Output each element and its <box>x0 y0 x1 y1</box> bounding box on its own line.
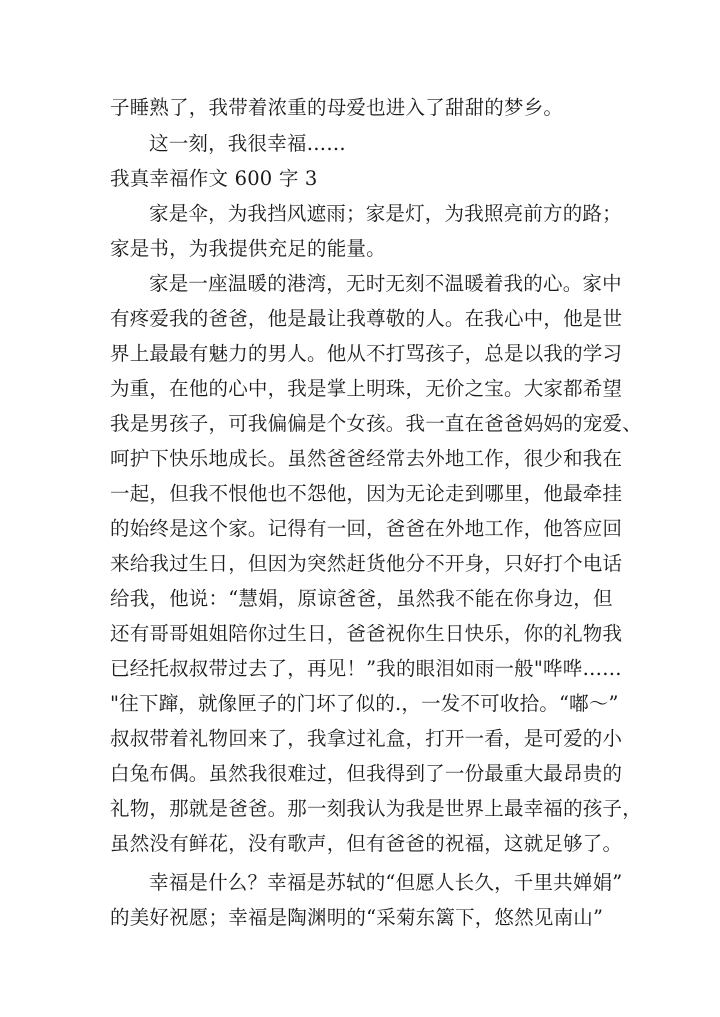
text-line: 来给我过生日，但因为突然赶货他分不开身，只好打个电话 <box>110 552 623 575</box>
text-line: 有疼爱我的爸爸，他是最让我尊敬的人。在我心中，他是世 <box>110 307 623 330</box>
text-line: 呵护下快乐地成长。虽然爸爸经常去外地工作，很少和我在 <box>110 447 623 470</box>
text-line: 的美好祝愿；幸福是陶渊明的“采菊东篱下，悠然见南山” <box>110 906 604 929</box>
text-line: 子睡熟了，我带着浓重的母爱也进入了甜甜的梦乡。 <box>110 96 564 119</box>
text-line: 我是男孩子，可我偏偏是个女孩。我一直在爸爸妈妈的宠爱、 <box>110 412 642 435</box>
text-line: 幸福是什么？幸福是苏轼的“但愿人长久，千里共婵娟” <box>149 871 623 894</box>
text-line: 虽然没有鲜花，没有歌声，但有爸爸的祝福，这就足够了。 <box>110 832 623 855</box>
text-line: 的始终是这个家。记得有一回，爸爸在外地工作，他答应回 <box>110 517 623 540</box>
text-line: 白兔布偶。虽然我很难过，但我得到了一份最重大最昂贵的 <box>110 762 623 785</box>
text-line: 家是书，为我提供充足的能量。 <box>110 237 386 260</box>
section-heading: 我真幸福作文 600 字 3 <box>110 167 318 190</box>
text-line: 家是伞，为我挡风遮雨；家是灯，为我照亮前方的路； <box>149 202 622 225</box>
text-line: 已经托叔叔带过去了，再见！”我的眼泪如雨一般"哗哗…… <box>110 657 622 680</box>
text-line: 家是一座温暖的港湾，无时无刻不温暖着我的心。家中 <box>149 272 622 295</box>
text-line: 为重，在他的心中，我是掌上明珠，无价之宝。大家都希望 <box>110 377 623 400</box>
text-line: 礼物，那就是爸爸。那一刻我认为我是世界上最幸福的孩子， <box>110 797 642 820</box>
text-line: 这一刻，我很幸福…… <box>149 132 347 155</box>
text-line: 给我，他说：“慧娟，原谅爸爸，虽然我不能在你身边，但 <box>110 587 613 610</box>
text-line: 一起，但我不恨他也不怨他，因为无论走到哪里，他最牵挂 <box>110 482 623 505</box>
text-line: 还有哥哥姐姐陪你过生日，爸爸祝你生日快乐，你的礼物我 <box>110 622 623 645</box>
text-line: "往下蹿，就像匣子的门坏了似的.，一发不可收拾。“嘟～” <box>110 692 619 715</box>
text-line: 叔叔带着礼物回来了，我拿过礼盒，打开一看，是可爱的小 <box>110 727 623 750</box>
text-line: 界上最最有魅力的男人。他从不打骂孩子，总是以我的学习 <box>110 342 623 365</box>
